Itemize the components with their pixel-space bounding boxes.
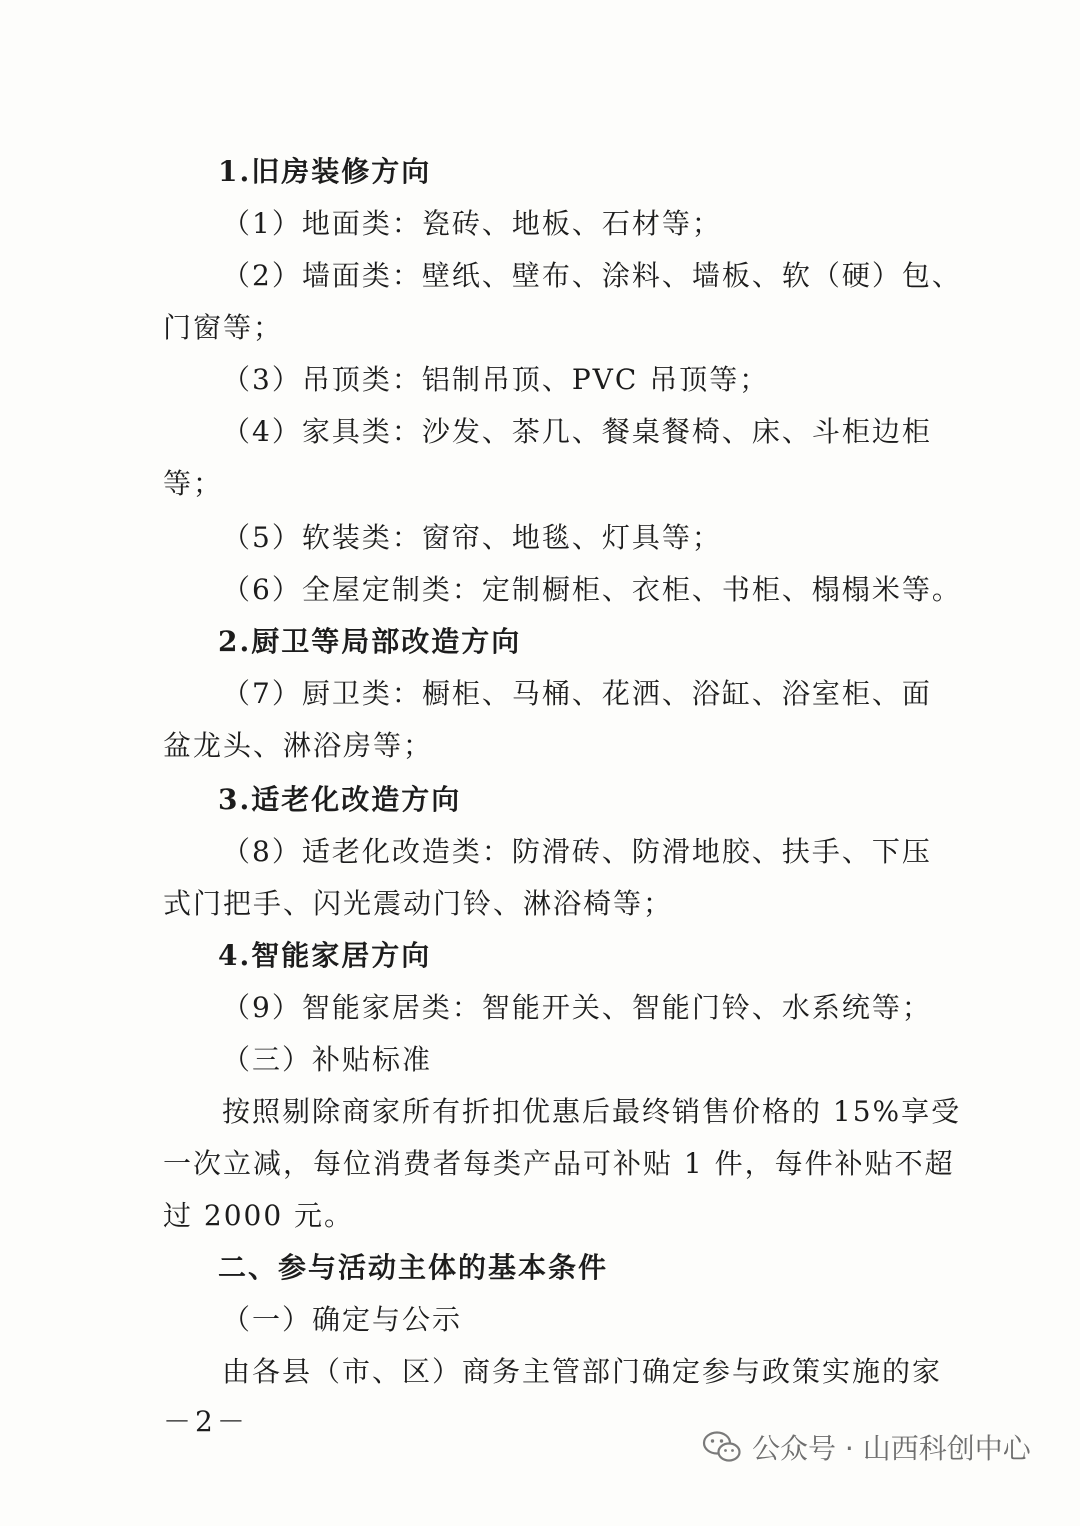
heading-participant-conditions: 二、参与活动主体的基本条件 — [218, 1251, 609, 1284]
paragraph-confirm-1: 由各县（市、区）商务主管部门确定参与政策实施的家 — [222, 1355, 943, 1388]
paragraph-subsidy-3: 过 2000 元。 — [163, 1199, 355, 1232]
item-wall: （2）墙面类：壁纸、壁布、涂料、墙板、软（硬）包、 — [222, 259, 962, 292]
item-kitchen-bath: （7）厨卫类：橱柜、马桶、花洒、浴缸、浴室柜、面 — [222, 677, 932, 710]
heading-old-house-renovation: 1.旧房装修方向 — [218, 155, 432, 188]
page-number: －2－ — [163, 1405, 249, 1438]
item-floor: （1）地面类：瓷砖、地板、石材等； — [222, 207, 722, 240]
paragraph-subsidy-1: 按照剔除商家所有折扣优惠后最终销售价格的 15%享受 — [222, 1095, 962, 1128]
item-elderly-friendly-cont: 式门把手、闪光震动门铃、淋浴椅等； — [163, 887, 674, 920]
item-furniture-cont: 等； — [163, 467, 224, 500]
item-furniture: （4）家具类：沙发、茶几、餐桌餐椅、床、斗柜边柜 — [222, 415, 932, 448]
wechat-icon — [702, 1430, 742, 1464]
watermark-text: 公众号 · 山西科创中心 — [752, 1432, 1031, 1465]
heading-elderly-friendly: 3.适老化改造方向 — [218, 783, 462, 816]
heading-kitchen-bath: 2.厨卫等局部改造方向 — [218, 625, 522, 658]
paragraph-subsidy-2: 一次立减，每位消费者每类产品可补贴 1 件，每件补贴不超 — [163, 1147, 955, 1180]
item-smart-home: （9）智能家居类：智能开关、智能门铃、水系统等； — [222, 991, 932, 1024]
section-subsidy-standard: （三）补贴标准 — [222, 1043, 433, 1076]
section-confirm-publicize: （一）确定与公示 — [222, 1303, 463, 1336]
item-soft-furnishing: （5）软装类：窗帘、地毯、灯具等； — [222, 521, 722, 554]
heading-smart-home: 4.智能家居方向 — [218, 939, 432, 972]
item-wall-cont: 门窗等； — [163, 311, 284, 344]
item-ceiling: （3）吊顶类：铝制吊顶、PVC 吊顶等； — [222, 363, 770, 396]
item-elderly-friendly: （8）适老化改造类：防滑砖、防滑地胶、扶手、下压 — [222, 835, 932, 868]
watermark — [702, 1422, 1031, 1472]
item-kitchen-bath-cont: 盆龙头、淋浴房等； — [163, 729, 434, 762]
item-custom-whole-house: （6）全屋定制类：定制橱柜、衣柜、书柜、榻榻米等。 — [222, 573, 962, 606]
